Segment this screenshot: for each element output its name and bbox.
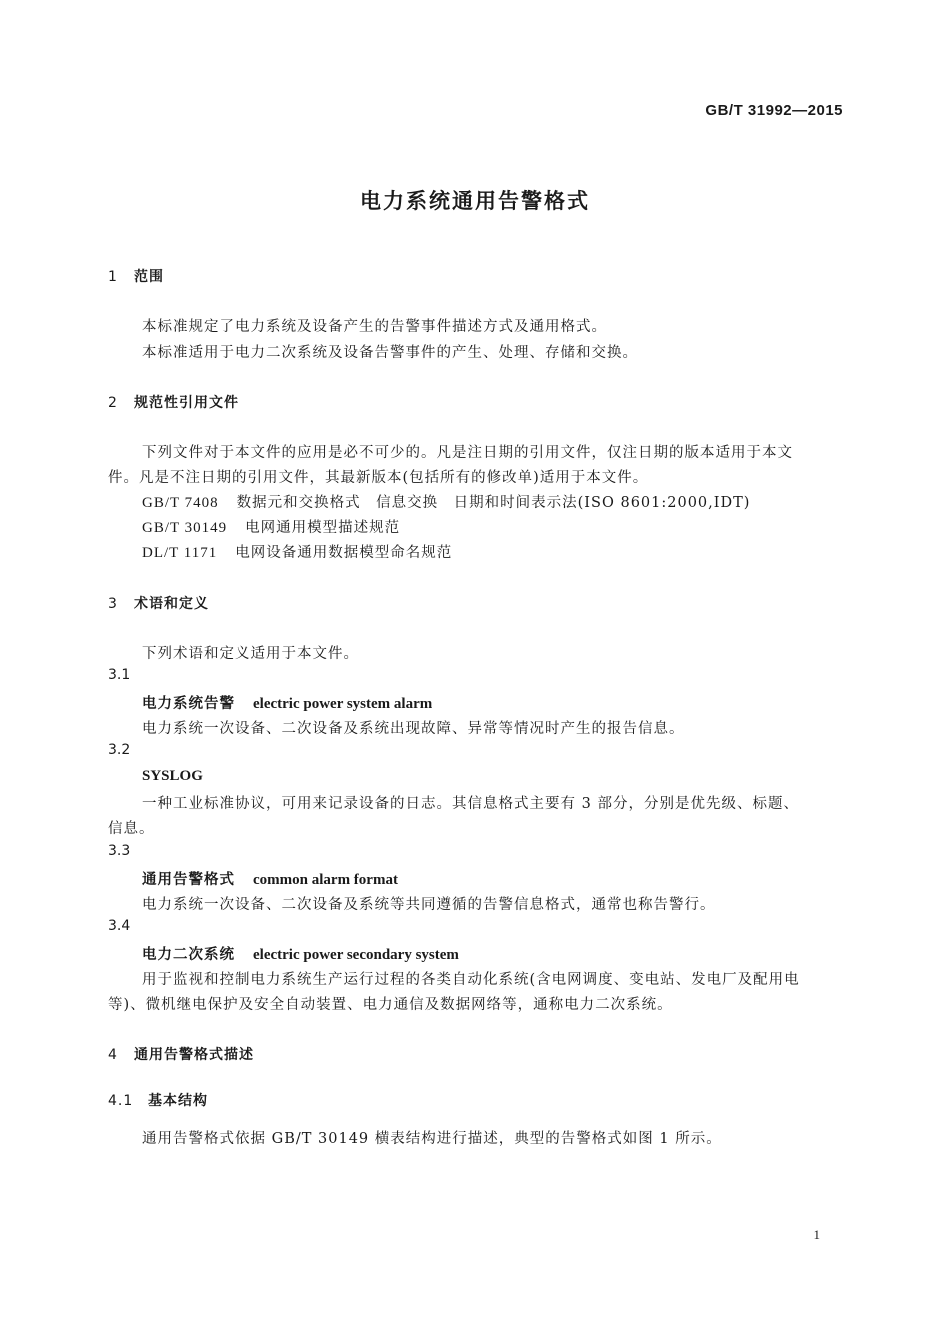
subsection-4-1-heading	[108, 1090, 208, 1110]
reference-title: 电网设备通用数据模型命名规范	[235, 545, 453, 561]
term-definition: 电力系统一次设备、二次设备及系统出现故障、异常等情况时产生的报告信息。	[142, 721, 685, 737]
reference-title: 电网通用模型描述规范	[245, 520, 401, 536]
paragraph: 下列术语和定义适用于本文件。	[142, 646, 359, 662]
paragraph-continuation: 件。凡是不注日期的引用文件，其最新版本(包括所有的修改单)适用于本文件。	[108, 470, 649, 486]
term-english: electric power system alarm	[253, 696, 433, 712]
paragraph: 通用告警格式依据 GB/T 30149 横表结构进行描述，典型的告警格式如图 1 所示。	[142, 1131, 722, 1147]
term-heading	[142, 767, 203, 785]
reference-code: GB/T 7408	[142, 495, 219, 511]
paragraph: 本标准适用于电力二次系统及设备告警事件的产生、处理、存储和交换。	[142, 345, 638, 361]
term-number: 3.4	[108, 918, 131, 934]
section-title: 术语和定义	[134, 596, 209, 612]
term-number: 3.3	[108, 843, 131, 859]
term-heading	[142, 943, 459, 964]
subsection-number: 4.1	[108, 1093, 134, 1109]
reference-code: GB/T 30149	[142, 520, 228, 536]
section-number: 3	[108, 596, 118, 612]
paragraph: 本标准规定了电力系统及设备产生的告警事件描述方式及通用格式。	[142, 319, 607, 335]
section-number: 1	[108, 269, 118, 285]
term-definition: 一种工业标准协议，可用来记录设备的日志。其信息格式主要有 3 部分，分别是优先级、标题、	[142, 796, 799, 812]
term-definition: 用于监视和控制电力系统生产运行过程的各类自动化系统(含电网调度、变电站、发电厂及配用电	[142, 972, 800, 988]
normative-reference	[142, 516, 400, 537]
page-number: 1	[813, 1227, 820, 1242]
section-2-heading	[108, 392, 239, 412]
term-chinese: 电力系统告警	[142, 696, 235, 712]
section-title: 规范性引用文件	[134, 395, 239, 411]
section-title: 范围	[134, 269, 164, 285]
term-definition-continuation: 信息。	[108, 821, 155, 837]
term-english: electric power secondary system	[253, 947, 459, 963]
document-title: 电力系统通用告警格式	[360, 189, 590, 213]
section-number: 2	[108, 395, 118, 411]
reference-code: DL/T 1171	[142, 545, 218, 561]
term-definition-continuation: 等)、微机继电保护及安全自动装置、电力通信及数据网络等，通称电力二次系统。	[108, 997, 673, 1013]
term-definition: 电力系统一次设备、二次设备及系统等共同遵循的告警信息格式，通常也称告警行。	[142, 897, 716, 913]
term-chinese: 通用告警格式	[142, 872, 235, 888]
term-heading	[142, 868, 398, 889]
section-title: 通用告警格式描述	[134, 1047, 254, 1063]
term-english: SYSLOG	[142, 768, 203, 784]
section-number: 4	[108, 1047, 118, 1063]
paragraph: 下列文件对于本文件的应用是必不可少的。凡是注日期的引用文件，仅注日期的版本适用于本文	[142, 445, 793, 461]
term-number: 3.1	[108, 667, 131, 683]
section-1-heading	[108, 266, 164, 286]
standard-number: GB/T 31992—2015	[705, 102, 843, 119]
term-chinese: 电力二次系统	[142, 947, 235, 963]
section-3-heading	[108, 593, 209, 613]
subsection-title: 基本结构	[148, 1093, 208, 1109]
reference-title: 数据元和交换格式 信息交换 日期和时间表示法(ISO 8601:2000,IDT)	[236, 495, 751, 511]
term-english: common alarm format	[253, 872, 398, 888]
term-heading	[142, 692, 432, 713]
normative-reference	[142, 491, 750, 512]
section-4-heading	[108, 1044, 254, 1064]
term-number: 3.2	[108, 742, 131, 758]
normative-reference	[142, 541, 452, 562]
